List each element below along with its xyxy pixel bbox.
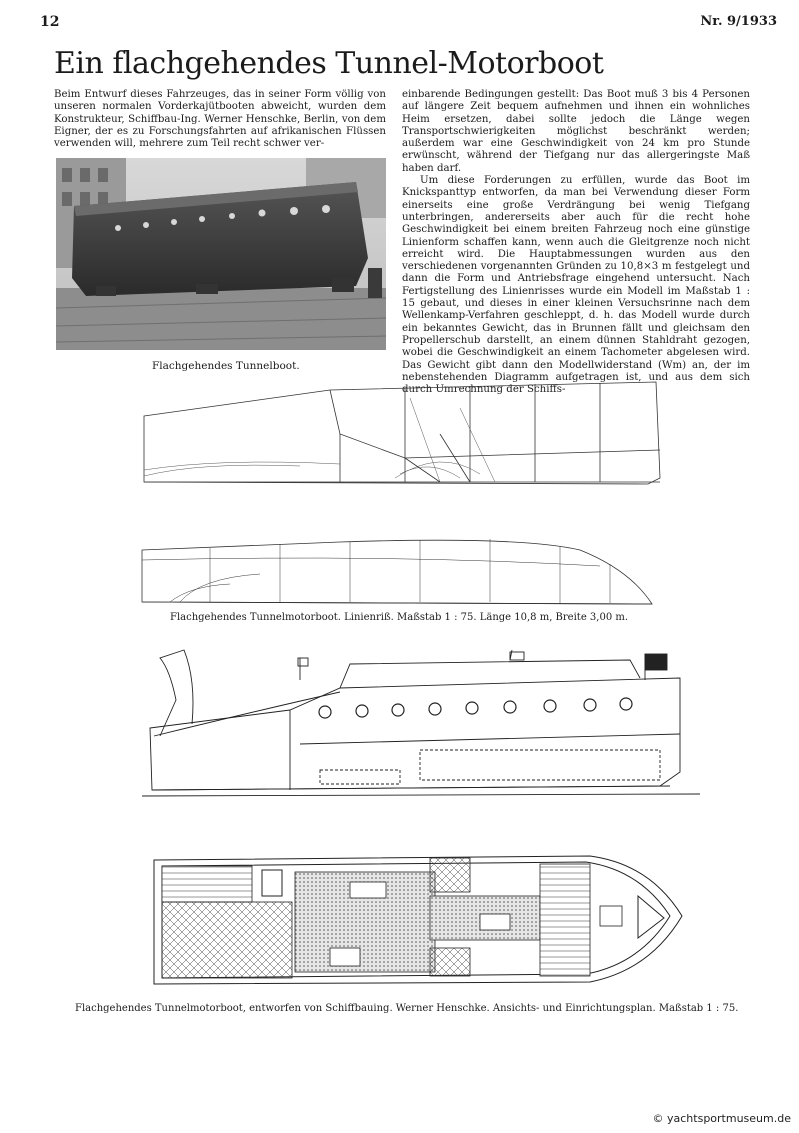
page-number: 12 xyxy=(40,14,60,30)
paragraph: einbarende Bedingungen gestellt: Das Boot muß 3 bis 4 Personen auf längere Zeit bequem aufnehmen und ihnen ein wohnliches Heim ersetzen, dabei sollte jedoch die Länge wegen Transportschwierigkeiten möglichst beschränkt werden; außerdem war eine Geschwindigkeit von 24 km pro Stunde erwünscht, während der Tiefgang nur das allergeringste Maß haben darf. xyxy=(402,89,750,174)
deck-plan-drawing xyxy=(150,852,690,992)
issue-number: Nr. 9/1933 xyxy=(700,14,777,29)
article-column-1: Beim Entwurf dieses Fahrzeuges, das in seiner Form völlig von unseren normalen Vorderkajütbooten abweicht, wurden dem Konstrukteur, Schiffbau-Ing. Werner Henschke, Berlin, von dem Eigner, der es zu Forschungsfahrten auf afrikanischen Flüssen verwenden will, mehrere zum Teil recht schwer ver- xyxy=(54,89,386,150)
lines-plan-profile xyxy=(140,378,700,488)
article-column-2 xyxy=(402,89,750,396)
general-plan-caption: Flachgehendes Tunnelmotorboot, entworfen von Schiffbauing. Werner Henschke. Ansichts- und Einrichtungsplan. Maßstab 1 : 75. xyxy=(75,1003,739,1014)
lines-plan-caption: Flachgehendes Tunnelmotorboot. Linienriß. Maßstab 1 : 75. Länge 10,8 m, Breite 3,00 m. xyxy=(170,612,629,623)
watermark: © yachtsportmuseum.de xyxy=(652,1112,791,1125)
article-title: Ein flachgehendes Tunnel-Motorboot xyxy=(54,46,604,81)
lines-plan-waterlines xyxy=(140,530,660,610)
photo-caption: Flachgehendes Tunnelboot. xyxy=(152,360,300,372)
boat-photograph xyxy=(56,158,386,350)
paragraph: Um diese Forderungen zu erfüllen, wurde das Boot im Knickspanttyp entworfen, da man bei Verwendung dieser Form einerseits eine große Verdrängung bei wenig Tiefgang unterbringen, andererseits aber auch für die recht hohe Geschwindigkeit bei einem breiten Fahrzeug noch eine günstige Linienform schaffen kann, wenn auch die Gleitgrenze noch nicht erreicht wird. Die Hauptabmessungen wurden aus den verschiedenen vorgenannten Gründen zu 10,8×3 m festgelegt und dann die Form und Antriebsfrage eingehend untersucht. Nach Fertigstellung des Linienrisses wurde ein Modell im Maßstab 1 : 15 gebaut, und dieses in einer kleinen Versuchsrinne nach dem Wellenkamp-Verfahren geschleppt, d. h. das Modell wurde durch ein bekanntes Gewicht, das in Brunnen fällt und gleichsam den Propellerschub darstellt, an einem dünnen Stahldraht gezogen, wobei die Geschwindigkeit an einem Tachometer abgelesen wird. Das Gewicht gibt dann den Modellwiderstand (Wm) an, der im nebenstehenden Diagramm aufgetragen ist, und aus dem sich durch Umrechnung der Schiffs- xyxy=(402,175,750,396)
side-elevation-drawing xyxy=(140,640,700,800)
